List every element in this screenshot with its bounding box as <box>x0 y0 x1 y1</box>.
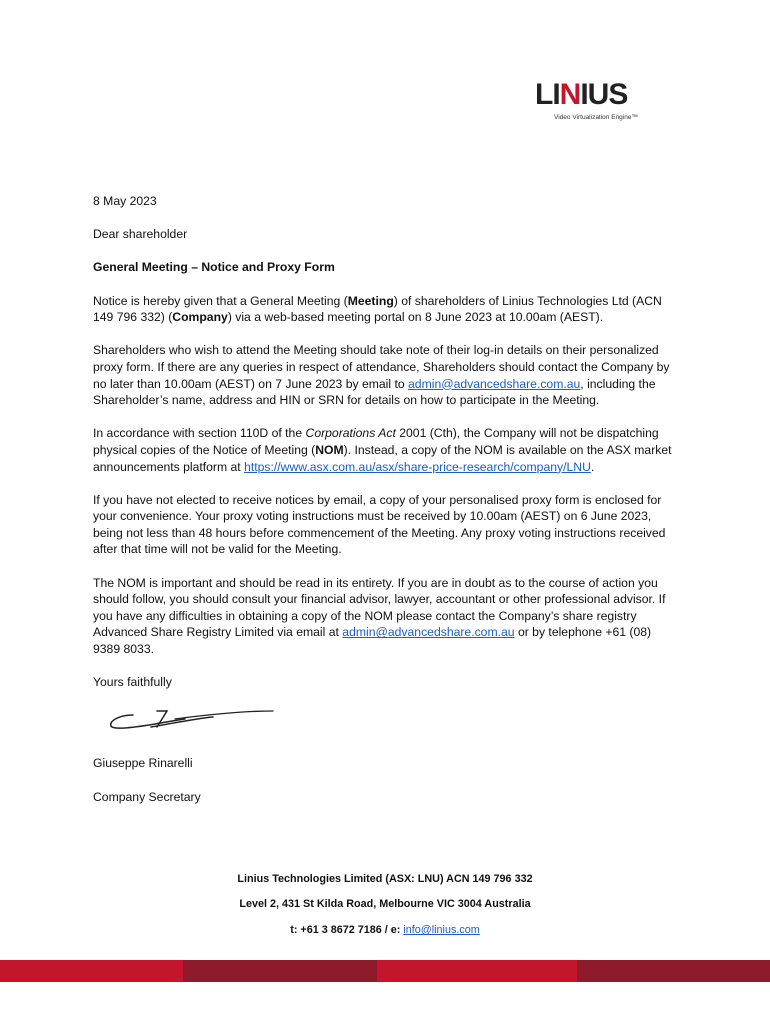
p1-text-c: ) of shareholders of Linius Technologies Ltd (ACN 149 796 332) ( <box>93 293 662 325</box>
footer-address: Level 2, 431 St Kilda Road, Melbourne VIC 3004 Australia <box>239 898 531 910</box>
admin-email-link[interactable]: admin@advancedshare.com.au <box>408 376 581 391</box>
p3-italic-act: Corporations Act <box>305 426 396 441</box>
salutation: Dear shareholder <box>93 227 188 242</box>
p3-text-a: In accordance with section 110D of the <box>93 426 306 441</box>
paragraph-nom <box>93 425 675 475</box>
band-segment <box>377 960 577 982</box>
letter-body <box>93 193 675 822</box>
logo-word-mark: N <box>559 78 581 111</box>
p3-text-b: 2001 (Cth), the Company will not be dispatching physical copies of the Notice of Meeting ( <box>93 426 659 457</box>
letter-heading: General Meeting – Notice and Proxy Form <box>93 260 335 275</box>
linius-logo <box>535 78 680 128</box>
p3-text-c: ). Instead, a copy of the NOM is available on the ASX market announcements platform at <box>93 442 672 474</box>
letter-date: 8 May 2023 <box>93 194 157 208</box>
footer-email-link[interactable]: info@linius.com <box>403 924 480 936</box>
p2-text-b: , including the Shareholder’s name, address and HIN or SRN for details on how to participate in the Meeting. <box>93 376 656 408</box>
p3-bold-nom: NOM <box>315 442 344 457</box>
p3-text-d: . <box>590 459 595 474</box>
p1-bold-company: Company <box>172 310 228 325</box>
footer-phone: t: +61 3 8672 7186 / e: <box>290 924 404 936</box>
logo-wordmark <box>535 78 627 112</box>
p1-text-e: ) via a web-based meeting portal on 8 June 2023 at 10.00am (AEST). <box>227 310 604 325</box>
signer-title: Company Secretary <box>93 789 201 804</box>
logo-word-part2: IUS <box>580 78 628 111</box>
band-segment <box>183 960 377 982</box>
asx-link[interactable]: https://www.asx.com.au/asx/share-price-research/company/LNU <box>244 459 591 474</box>
signature-image <box>105 705 275 737</box>
closing: Yours faithfully <box>93 675 172 690</box>
logo-word-part1: LI <box>535 78 560 111</box>
paragraph-proxy: If you have not elected to receive notices by email, a copy of your personalised proxy form is enclosed for your convenience. Your proxy voting instructions must be received by 10.00am (AEST) on 6 June 2023, being not less than 48 hours before commencement of the Meeting. Any proxy voting instructions received after that time will not be valid for the Meeting. <box>93 492 666 557</box>
band-segment <box>0 960 183 982</box>
p1-text-a: Notice is hereby given that a General Meeting ( <box>93 293 348 308</box>
p5-text-b: or by telephone +61 (08) 9389 8033. <box>93 625 652 657</box>
p2-text-a: Shareholders who wish to attend the Meeting should take note of their log-in details on their personalized proxy form. If there are any queries in respect of attendance, Shareholders should contact the Company by no later than 10.00am (AEST) on 7 June 2023 by email to <box>93 343 670 391</box>
signer-name: Giuseppe Rinarelli <box>93 756 193 771</box>
p5-text-a: The NOM is important and should be read in its entirety. If you are in doubt as to the course of action you should follow, you should consult your financial advisor, lawyer, accountant or other professional advisor. If you have any difficulties in obtaining a copy of the NOM please contact the Company’s share registry Advanced Share Registry Limited via email at <box>93 575 666 640</box>
paragraph-notice <box>93 293 675 326</box>
footer-contact <box>0 924 770 936</box>
footer-company: Linius Technologies Limited (ASX: LNU) ACN 149 796 332 <box>237 873 533 885</box>
footer-color-band <box>0 960 770 982</box>
band-segment <box>577 960 770 982</box>
admin-email-link-2[interactable]: admin@advancedshare.com.au <box>342 625 515 640</box>
logo-tagline: Video Virtualization Engine™ <box>554 114 638 121</box>
p1-bold-meeting: Meeting <box>347 293 394 308</box>
paragraph-importance <box>93 575 675 658</box>
paragraph-attendance <box>93 342 675 408</box>
